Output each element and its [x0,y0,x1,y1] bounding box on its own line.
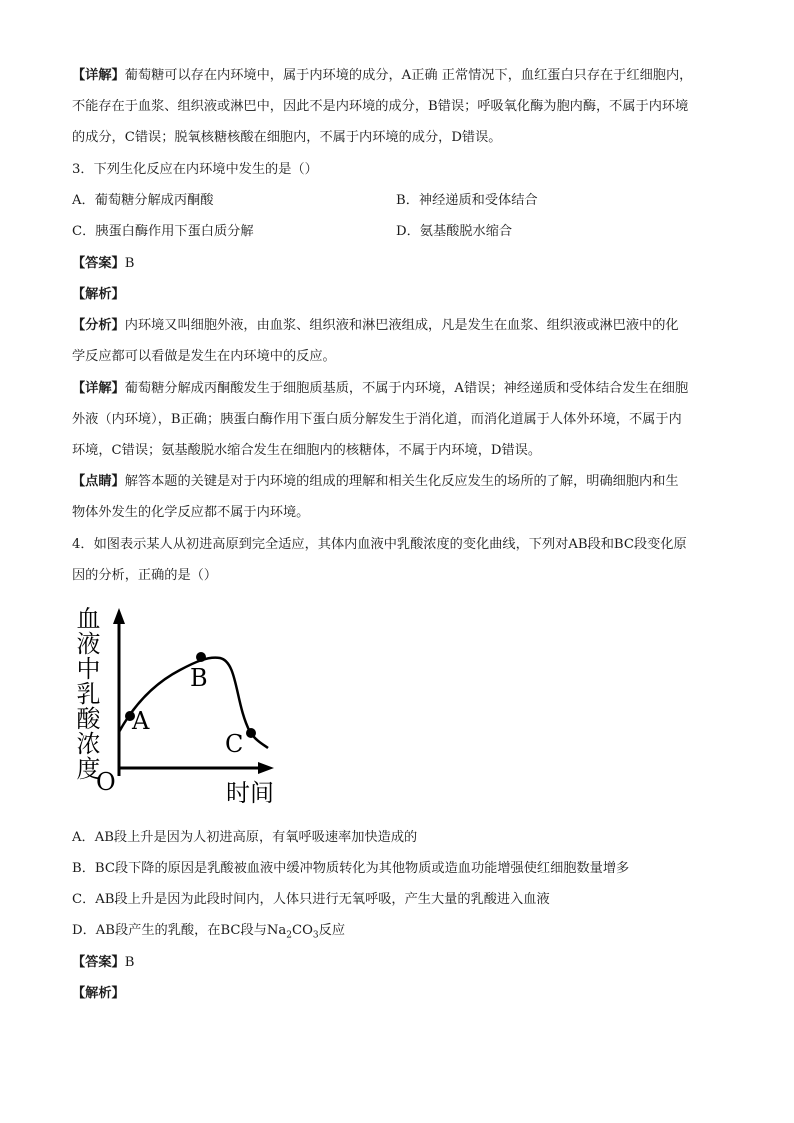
q3-fenxi-line-1 [72,316,732,336]
q3-option-d: D．氨基酸脱水缩合 [396,224,513,239]
point-c-label: C [225,730,244,758]
point-c-dot [246,728,256,738]
q3-stem: 3．下列生化反应在内环境中发生的是（） [72,162,318,177]
dianjing-tag: 【点睛】 [72,474,125,489]
y-axis-arrow [113,608,125,624]
q4-option-c: C．AB段上升是因为此段时间内，人体只进行无氧呼吸，产生大量的乳酸进入血液 [72,892,550,907]
q3-detail-line-1 [72,379,732,399]
q3-fenxi-text-1: 内环境又叫细胞外液，由血浆、组织液和淋巴液组成，凡是发生在血浆、组织液或淋巴液中的化 [124,318,679,333]
q3-detail-line-2: 外液（内环境），B正确；胰蛋白酶作用下蛋白质分解发生于消化道，而消化道属于人体外环境，不属于内 [72,412,682,427]
point-a-label: A [132,707,150,735]
q3-answer-line [72,254,732,274]
q3-option-c: C．胰蛋白酶作用下蛋白质分解 [72,224,254,239]
detail-tag: 【详解】 [72,68,125,83]
q3-dianjing-line-2: 物体外发生的化学反应都不属于内环境。 [72,505,310,520]
q3-answer: B [124,256,135,271]
origin-label: O [96,768,116,796]
q4-option-d-sub1: 2 [286,930,293,941]
analysis-tag: 【解析】 [72,287,125,302]
q4-option-b: B．BC段下降的原因是乳酸被血液中缓冲物质转化为其他物质或造血功能增强使红细胞数量增多 [72,861,630,876]
q4-option-a: A．AB段上升是因为人初进高原，有氧呼吸速率加快造成的 [72,830,418,845]
q2-detail-line-3: 的成分，C错误；脱氧核糖核酸在细胞内，不属于内环境的成分，D错误。 [72,130,502,145]
q3-option-b: B．神经递质和受体结合 [396,193,538,208]
answer-tag: 【答案】 [72,955,125,970]
fenxi-tag: 【分析】 [72,318,125,333]
q3-dianjing-text-1: 解答本题的关键是对于内环境的组成的理解和相关生化反应发生的场所的了解，明确细胞内和生 [124,474,679,489]
q4-option-d-mid: CO [292,923,313,938]
detail-tag: 【详解】 [72,381,125,396]
analysis-tag: 【解析】 [72,986,125,1001]
q4-option-d-pre: D．AB段产生的乳酸，在BC段与Na [72,923,287,938]
answer-tag: 【答案】 [72,256,125,271]
y-axis-label: 血液中乳酸浓度 [72,606,100,781]
q4-option-d-post: 反应 [318,923,346,938]
q4-analysis-tag [72,984,732,1004]
q2-detail-line-2: 不能存在于血浆、组织液或淋巴中，因此不是内环境的成分，B错误；呼吸氧化酶为胞内酶，不属于内环境 [72,99,689,114]
q2-detail-line-1 [72,66,732,86]
q4-option-d [72,921,732,941]
x-axis-label: 时间 [226,779,274,807]
q3-analysis-tag [72,285,732,305]
q3-option-a: A．葡萄糖分解成丙酮酸 [72,193,214,208]
q4-answer-line [72,953,732,973]
q3-detail-text-1: 葡萄糖分解成丙酮酸发生于细胞质基质，不属于内环境，A错误；神经递质和受体结合发生在细胞 [124,381,689,396]
q4-option-d-sub2: 3 [312,930,319,941]
point-b-label: B [190,664,208,692]
q4-stem-line-2: 因的分析，正确的是（） [72,568,218,583]
q3-detail-line-3: 环境，C错误；氨基酸脱水缩合发生在细胞内的核糖体，不属于内环境，D错误。 [72,443,542,458]
q2-detail-text-1: 葡萄糖可以存在内环境中，属于内环境的成分，A正确 正常情况下，血红蛋白只存在于红细胞内， [124,68,693,83]
q3-fenxi-line-2: 学反应都可以看做是发生在内环境中的反应。 [72,349,336,364]
point-b-dot [196,652,206,662]
x-axis-arrow [258,762,274,774]
q3-dianjing-line-1 [72,472,732,492]
q4-stem-line-1: 4．如图表示某人从初进高原到完全适应，其体内血液中乳酸浓度的变化曲线，下列对AB段和BC段变化原 [72,537,687,552]
q4-answer: B [124,955,135,970]
lactic-acid-figure [72,598,290,810]
